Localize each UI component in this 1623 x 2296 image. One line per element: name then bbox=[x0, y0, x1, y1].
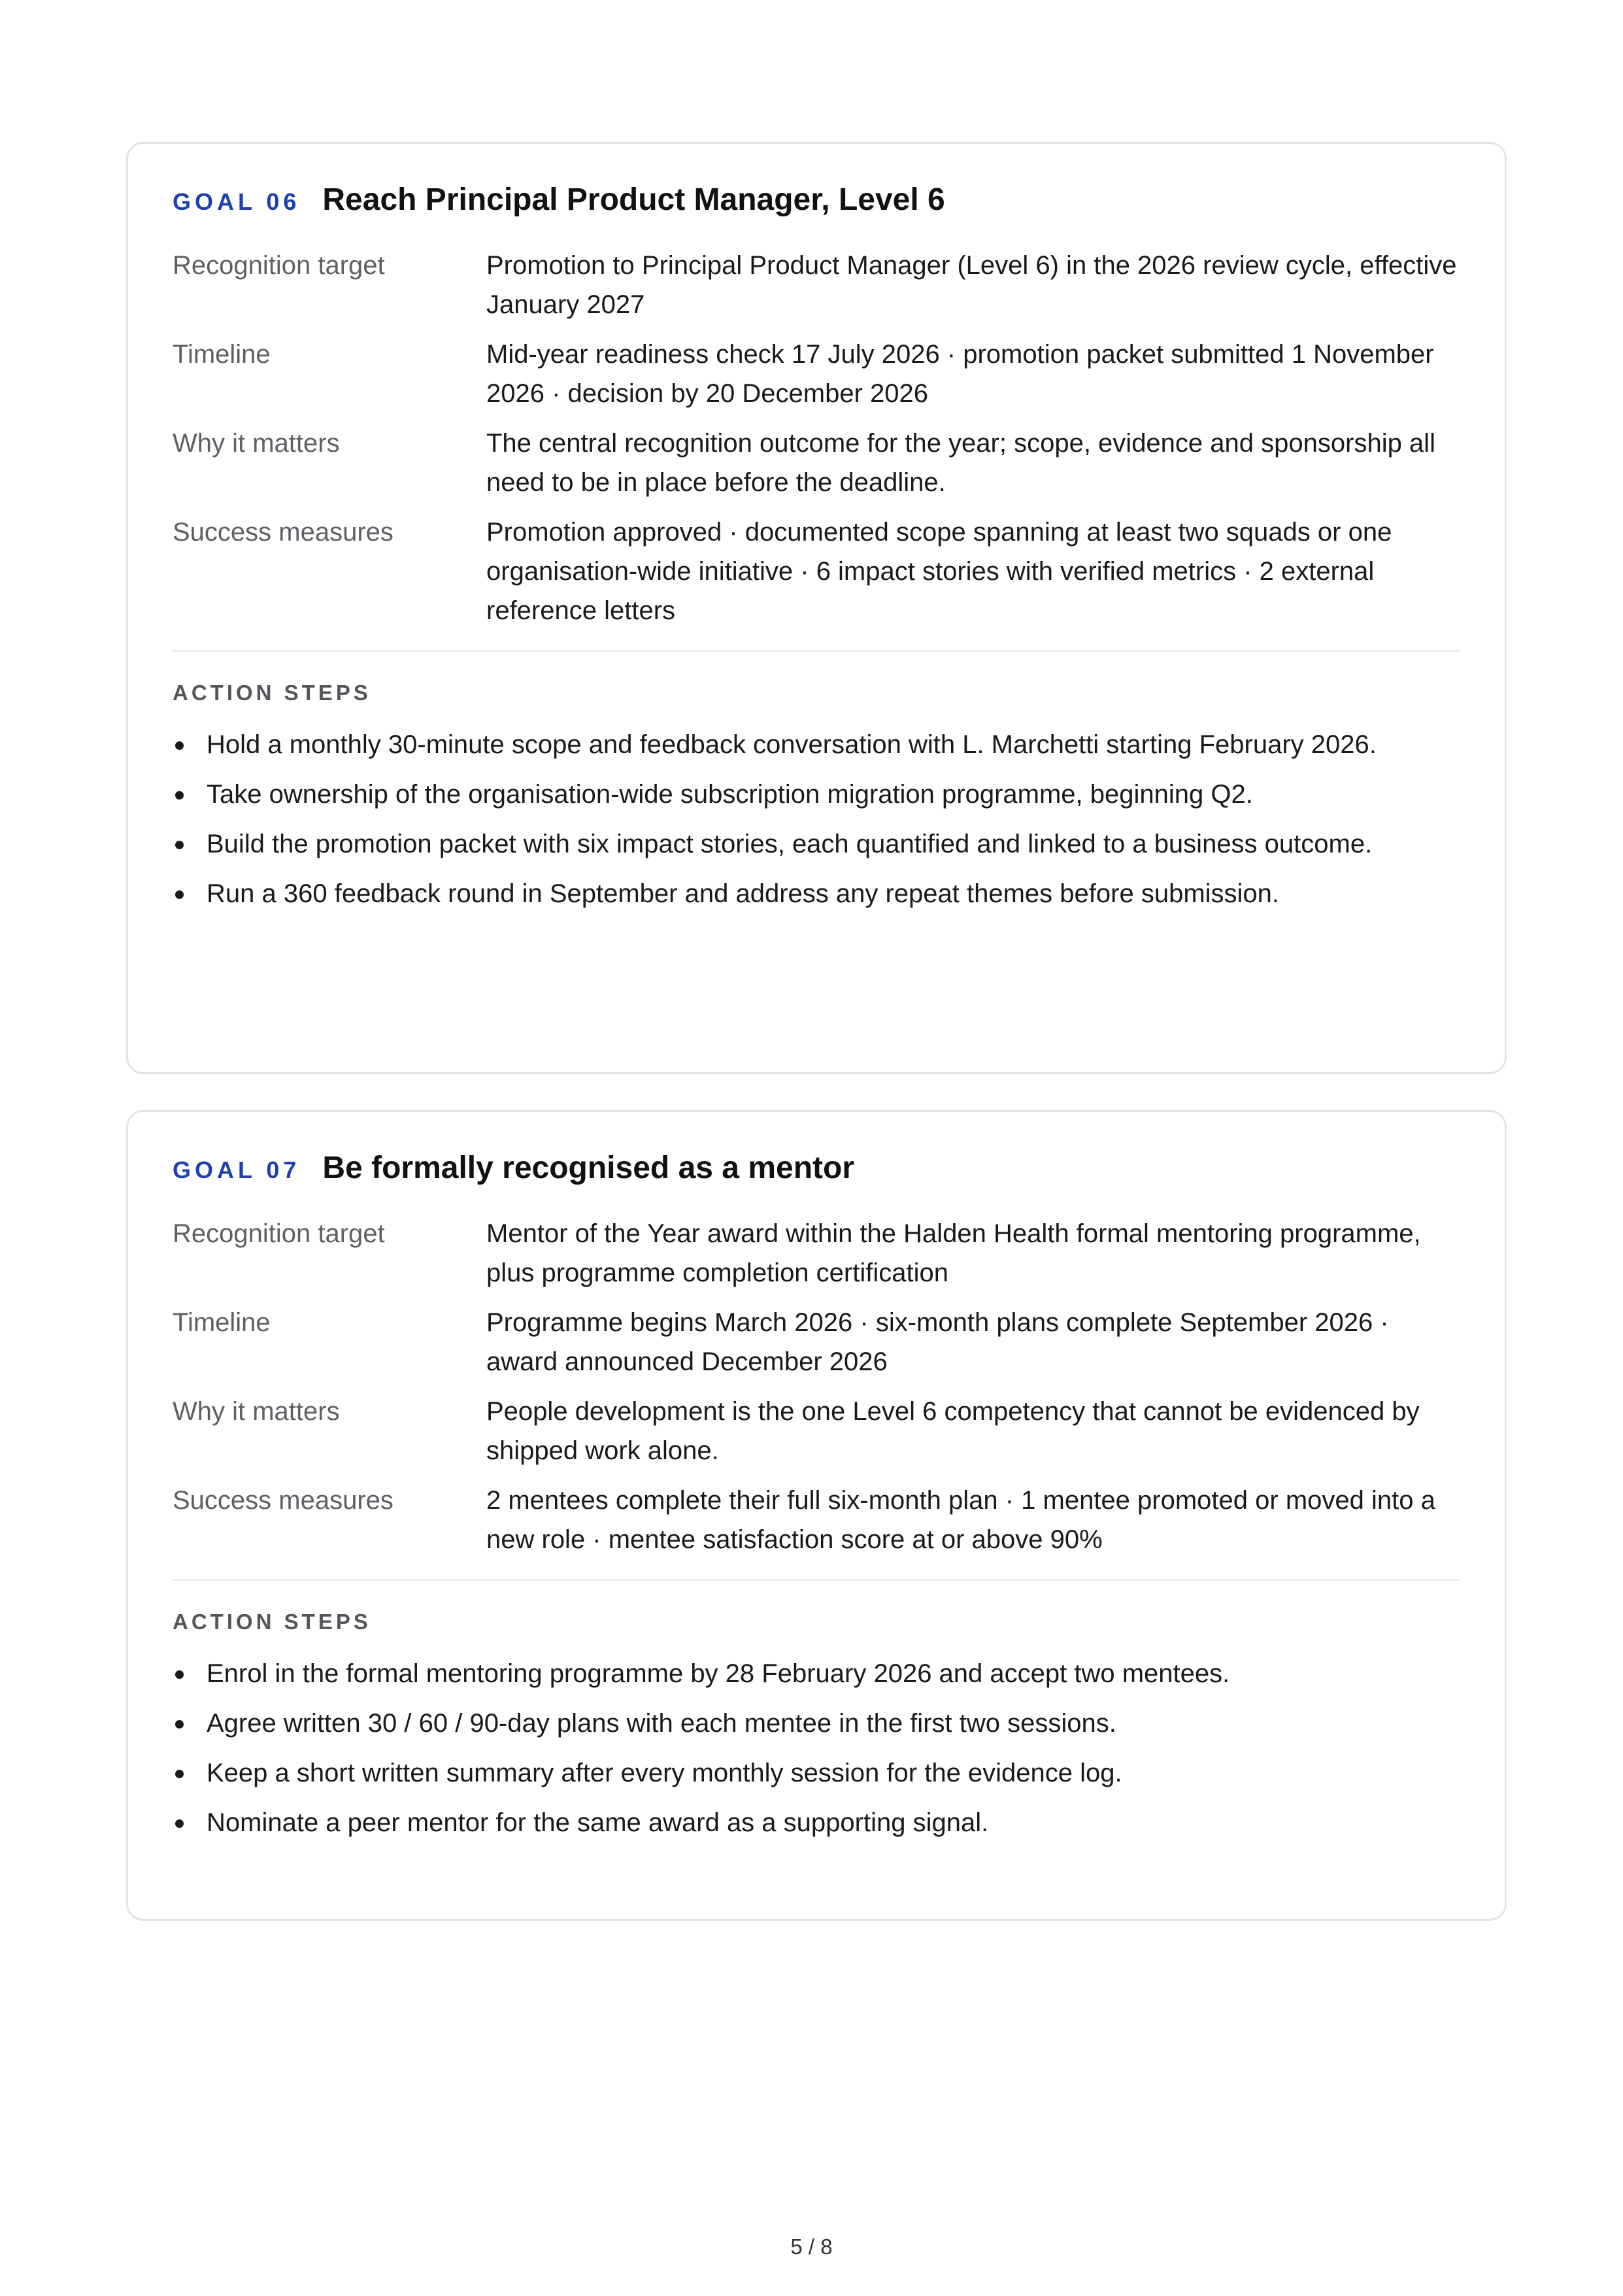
field-value: People development is the one Level 6 competency that cannot be evidenced by shipped work alone. bbox=[486, 1397, 1420, 1465]
field-value: Programme begins March 2026 · six-month plans complete September 2026 · award announced December 2026 bbox=[486, 1308, 1389, 1376]
field-label: Why it matters bbox=[173, 429, 340, 458]
field-timeline bbox=[173, 335, 1460, 413]
action-step bbox=[173, 1803, 1460, 1842]
field-label: Recognition target bbox=[173, 251, 385, 280]
field-label: Success measures bbox=[173, 518, 393, 547]
action-steps-heading: ACTION STEPS bbox=[173, 1610, 371, 1634]
field-value: Promotion approved · documented scope spanning at least two squads or one organisation-wide initiative · 6 impact stories with verified metrics · 2 external reference letters bbox=[486, 518, 1392, 625]
bullet-icon bbox=[175, 1720, 184, 1729]
field-timeline bbox=[173, 1303, 1460, 1381]
action-steps-list bbox=[173, 1654, 1460, 1842]
action-step bbox=[173, 1704, 1460, 1743]
goal-code: GOAL 07 bbox=[173, 1156, 301, 1183]
goal-header bbox=[173, 1150, 1460, 1196]
goal-fields bbox=[173, 1214, 1460, 1559]
field-label: Recognition target bbox=[173, 1219, 385, 1248]
action-step bbox=[173, 874, 1460, 913]
bullet-icon bbox=[175, 741, 184, 750]
action-step-text: Build the promotion packet with six impact stories, each quantified and linked to a business outcome. bbox=[207, 830, 1373, 858]
page-number: 5 / 8 bbox=[790, 2235, 833, 2259]
field-value: Promotion to Principal Product Manager (Level 6) in the 2026 review cycle, effective January 2027 bbox=[486, 251, 1457, 319]
action-steps-list bbox=[173, 725, 1460, 913]
goal-title: Reach Principal Product Manager, Level 6 bbox=[322, 182, 945, 217]
divider bbox=[173, 650, 1460, 652]
action-step-text: Hold a monthly 30-minute scope and feedback conversation with L. Marchetti starting February 2026. bbox=[207, 730, 1377, 759]
field-value: The central recognition outcome for the year; scope, evidence and sponsorship all need to be in place before the deadline. bbox=[486, 429, 1435, 497]
goal-header bbox=[173, 182, 1460, 228]
action-step-text: Nominate a peer mentor for the same award as a supporting signal. bbox=[207, 1808, 989, 1837]
action-step-text: Enrol in the formal mentoring programme by 28 February 2026 and accept two mentees. bbox=[207, 1659, 1230, 1688]
bullet-icon bbox=[175, 1670, 184, 1679]
bullet-icon bbox=[175, 890, 184, 899]
field-value: 2 mentees complete their full six-month plan · 1 mentee promoted or moved into a new role · mentee satisfaction score at or above 90% bbox=[486, 1486, 1435, 1554]
bullet-icon bbox=[175, 841, 184, 849]
action-step bbox=[173, 775, 1460, 814]
field-label: Success measures bbox=[173, 1486, 393, 1515]
field-value: Mentor of the Year award within the Halden Health formal mentoring programme, plus programme completion certification bbox=[486, 1219, 1421, 1287]
bullet-icon bbox=[175, 1770, 184, 1778]
goal-fields bbox=[173, 246, 1460, 630]
goal-card-06 bbox=[126, 142, 1507, 1074]
action-steps-heading: ACTION STEPS bbox=[173, 681, 371, 705]
field-recognition-target bbox=[173, 246, 1460, 324]
bullet-icon bbox=[175, 1819, 184, 1828]
field-label: Timeline bbox=[173, 1308, 271, 1337]
field-label: Why it matters bbox=[173, 1397, 340, 1426]
goal-title: Be formally recognised as a mentor bbox=[322, 1151, 854, 1185]
action-step-text: Keep a short written summary after every monthly session for the evidence log. bbox=[207, 1759, 1122, 1787]
action-step bbox=[173, 824, 1460, 864]
action-step bbox=[173, 1654, 1460, 1693]
divider bbox=[173, 1579, 1460, 1581]
field-recognition-target bbox=[173, 1214, 1460, 1292]
field-label: Timeline bbox=[173, 340, 271, 369]
goal-card-07 bbox=[126, 1110, 1507, 1921]
goal-code: GOAL 06 bbox=[173, 188, 301, 215]
action-step bbox=[173, 725, 1460, 764]
field-success-measures bbox=[173, 1481, 1460, 1559]
action-step-text: Run a 360 feedback round in September and address any repeat themes before submission. bbox=[207, 879, 1280, 908]
action-step bbox=[173, 1753, 1460, 1793]
action-step-text: Take ownership of the organisation-wide subscription migration programme, beginning Q2. bbox=[207, 780, 1253, 809]
field-why-it-matters bbox=[173, 424, 1460, 502]
bullet-icon bbox=[175, 791, 184, 800]
field-success-measures bbox=[173, 513, 1460, 630]
action-step-text: Agree written 30 / 60 / 90-day plans with each mentee in the first two sessions. bbox=[207, 1709, 1116, 1738]
field-value: Mid-year readiness check 17 July 2026 · promotion packet submitted 1 November 2026 · decision by 20 December 2026 bbox=[486, 340, 1434, 408]
field-why-it-matters bbox=[173, 1392, 1460, 1470]
